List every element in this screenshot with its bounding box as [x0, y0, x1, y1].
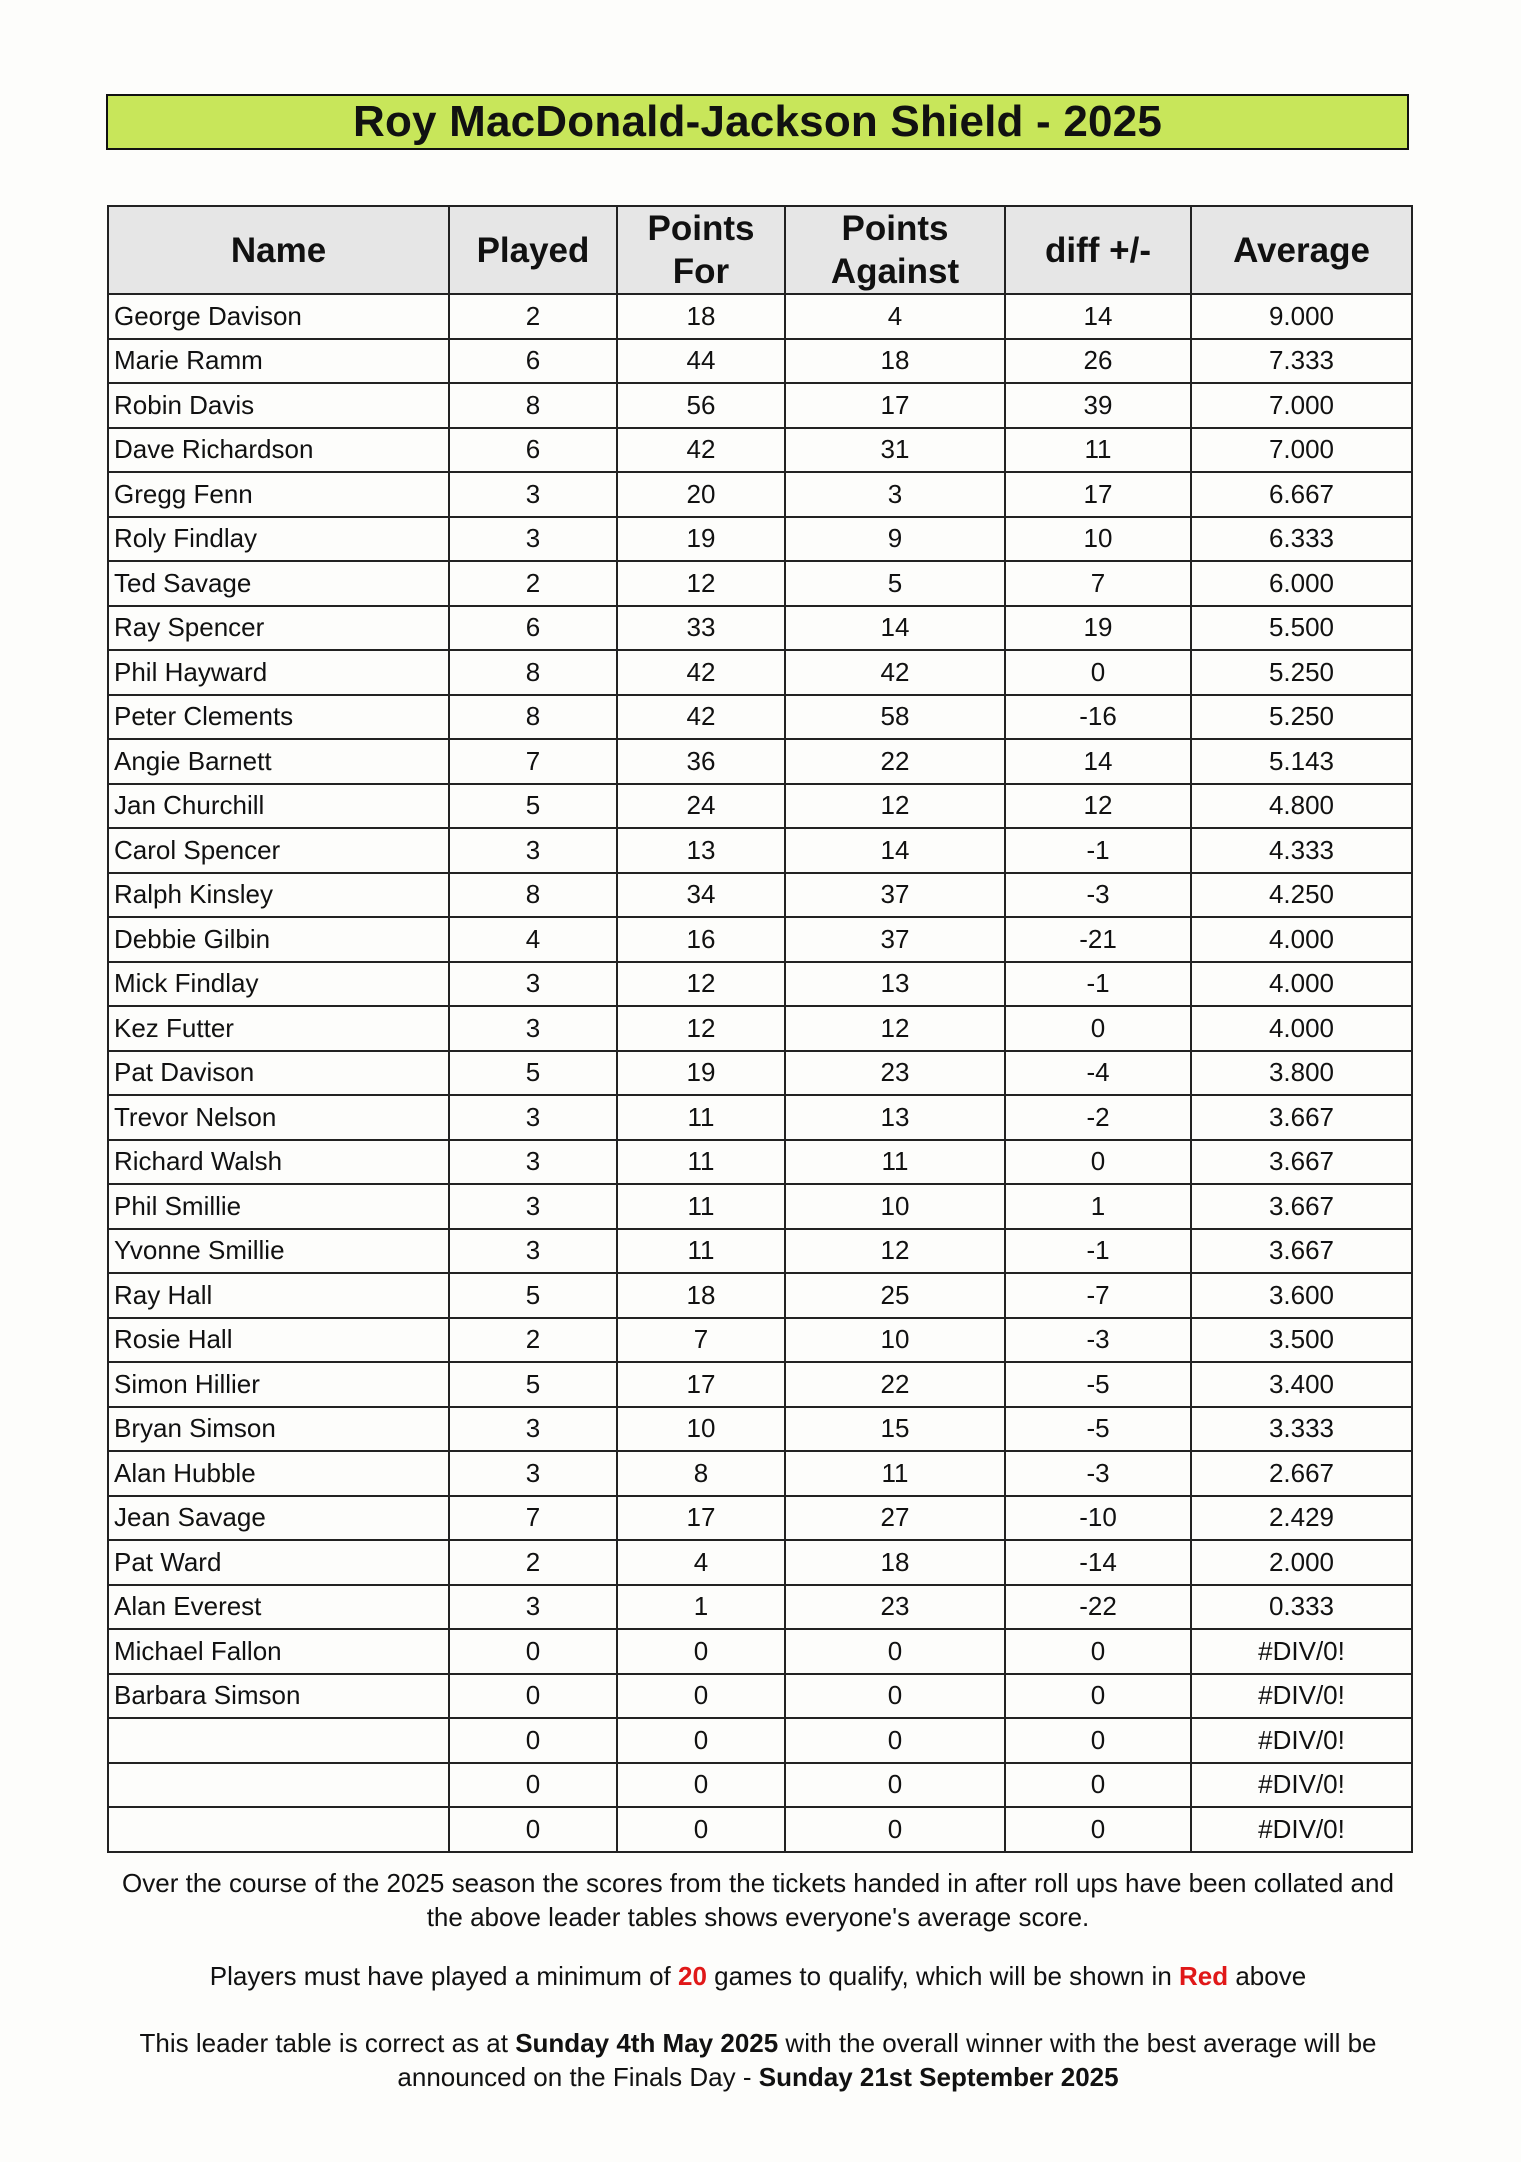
cell-points-for: 0	[617, 1807, 785, 1852]
cell-points-for: 7	[617, 1318, 785, 1363]
cell-name: Dave Richardson	[108, 428, 449, 473]
cell-played: 3	[449, 1407, 617, 1452]
cell-name: Angie Barnett	[108, 739, 449, 784]
cell-average: 2.667	[1191, 1451, 1412, 1496]
cell-points-against: 11	[785, 1140, 1005, 1185]
cell-average: 6.333	[1191, 517, 1412, 562]
cell-name: Robin Davis	[108, 383, 449, 428]
table-row	[108, 1674, 1412, 1719]
cell-average: 3.333	[1191, 1407, 1412, 1452]
cell-played: 8	[449, 695, 617, 740]
cell-points-against: 18	[785, 1540, 1005, 1585]
cell-diff: 1	[1005, 1184, 1191, 1229]
cell-points-against: 22	[785, 1362, 1005, 1407]
cell-name: Debbie Gilbin	[108, 917, 449, 962]
cell-points-for: 42	[617, 650, 785, 695]
cell-diff: -16	[1005, 695, 1191, 740]
cell-played: 2	[449, 1540, 617, 1585]
cell-average: 5.250	[1191, 695, 1412, 740]
header-diff: diff +/-	[1005, 206, 1191, 294]
cell-points-against: 27	[785, 1496, 1005, 1541]
cell-played: 7	[449, 1496, 617, 1541]
cell-points-against: 11	[785, 1451, 1005, 1496]
cell-diff: -2	[1005, 1095, 1191, 1140]
finals-date: Sunday 21st September 2025	[758, 2062, 1119, 2092]
table-row	[108, 339, 1412, 384]
cell-played: 8	[449, 873, 617, 918]
table-row	[108, 517, 1412, 562]
cell-points-for: 44	[617, 339, 785, 384]
table-row	[108, 873, 1412, 918]
cell-average: #DIV/0!	[1191, 1629, 1412, 1674]
cell-played: 3	[449, 962, 617, 1007]
cell-diff: 0	[1005, 650, 1191, 695]
cell-diff: -4	[1005, 1051, 1191, 1096]
page-title: Roy MacDonald-Jackson Shield - 2025	[106, 94, 1409, 150]
cell-points-for: 56	[617, 383, 785, 428]
cell-average: 7.000	[1191, 383, 1412, 428]
cell-name: Alan Everest	[108, 1585, 449, 1630]
table-row	[108, 1451, 1412, 1496]
cell-average: 7.333	[1191, 339, 1412, 384]
cell-points-against: 25	[785, 1273, 1005, 1318]
cell-diff: -3	[1005, 1318, 1191, 1363]
cell-average: 4.000	[1191, 1006, 1412, 1051]
cell-average: 4.250	[1191, 873, 1412, 918]
cell-played: 5	[449, 1051, 617, 1096]
cell-name: Ray Hall	[108, 1273, 449, 1318]
cell-name: Jean Savage	[108, 1496, 449, 1541]
cell-name: Kez Futter	[108, 1006, 449, 1051]
cell-points-against: 31	[785, 428, 1005, 473]
cell-average: 3.500	[1191, 1318, 1412, 1363]
cell-diff: 17	[1005, 472, 1191, 517]
table-header-row	[108, 206, 1412, 294]
cell-points-against: 0	[785, 1763, 1005, 1808]
cell-average: 4.000	[1191, 962, 1412, 1007]
table-row	[108, 1229, 1412, 1274]
cell-points-against: 22	[785, 739, 1005, 784]
cell-average: 4.333	[1191, 828, 1412, 873]
notes	[106, 1866, 1410, 2094]
cell-played: 6	[449, 339, 617, 384]
cell-points-against: 17	[785, 383, 1005, 428]
note-correct-as-at	[106, 2026, 1410, 2094]
cell-average: 6.667	[1191, 472, 1412, 517]
table-row	[108, 1140, 1412, 1185]
table-row	[108, 784, 1412, 829]
cell-name: Trevor Nelson	[108, 1095, 449, 1140]
cell-name: Ralph Kinsley	[108, 873, 449, 918]
cell-points-against: 37	[785, 873, 1005, 918]
cell-name: Pat Ward	[108, 1540, 449, 1585]
cell-diff: 26	[1005, 339, 1191, 384]
table-row	[108, 1273, 1412, 1318]
table-row	[108, 739, 1412, 784]
cell-name: Pat Davison	[108, 1051, 449, 1096]
table-row	[108, 561, 1412, 606]
cell-points-for: 10	[617, 1407, 785, 1452]
note-date-text-a: This leader table is correct as at	[139, 2028, 516, 2058]
cell-average: #DIV/0!	[1191, 1674, 1412, 1719]
cell-points-for: 1	[617, 1585, 785, 1630]
cell-diff: 14	[1005, 739, 1191, 784]
cell-played: 3	[449, 1585, 617, 1630]
cell-points-for: 17	[617, 1496, 785, 1541]
cell-average: 3.667	[1191, 1140, 1412, 1185]
cell-played: 3	[449, 472, 617, 517]
cell-points-against: 0	[785, 1807, 1005, 1852]
cell-played: 6	[449, 606, 617, 651]
cell-played: 3	[449, 1006, 617, 1051]
cell-diff: 12	[1005, 784, 1191, 829]
cell-points-against: 0	[785, 1629, 1005, 1674]
table-row	[108, 1540, 1412, 1585]
cell-diff: -5	[1005, 1362, 1191, 1407]
cell-played: 5	[449, 1273, 617, 1318]
cell-points-against: 23	[785, 1051, 1005, 1096]
cell-average: 2.000	[1191, 1540, 1412, 1585]
cell-points-against: 18	[785, 339, 1005, 384]
cell-diff: -5	[1005, 1407, 1191, 1452]
cell-points-for: 11	[617, 1229, 785, 1274]
leader-table	[107, 205, 1413, 1853]
table-row	[108, 1629, 1412, 1674]
cell-points-for: 33	[617, 606, 785, 651]
cell-average: 4.800	[1191, 784, 1412, 829]
cell-points-against: 4	[785, 294, 1005, 339]
cell-name: Jan Churchill	[108, 784, 449, 829]
note-qualify	[106, 1959, 1410, 1993]
cell-played: 2	[449, 294, 617, 339]
cell-points-for: 42	[617, 695, 785, 740]
cell-average: #DIV/0!	[1191, 1718, 1412, 1763]
cell-points-against: 10	[785, 1184, 1005, 1229]
cell-points-for: 11	[617, 1095, 785, 1140]
table-row	[108, 828, 1412, 873]
cell-name: Peter Clements	[108, 695, 449, 740]
cell-points-for: 11	[617, 1184, 785, 1229]
table-row	[108, 1184, 1412, 1229]
cell-diff: 0	[1005, 1006, 1191, 1051]
cell-played: 3	[449, 1451, 617, 1496]
cell-played: 3	[449, 1095, 617, 1140]
cell-name: Simon Hillier	[108, 1362, 449, 1407]
cell-points-against: 13	[785, 1095, 1005, 1140]
cell-points-against: 15	[785, 1407, 1005, 1452]
cell-average: 3.800	[1191, 1051, 1412, 1096]
cell-name: Ray Spencer	[108, 606, 449, 651]
cell-diff: 0	[1005, 1718, 1191, 1763]
table-row	[108, 472, 1412, 517]
header-name: Name	[108, 206, 449, 294]
cell-points-against: 13	[785, 962, 1005, 1007]
cell-points-against: 0	[785, 1674, 1005, 1719]
cell-played: 3	[449, 828, 617, 873]
cell-diff: -14	[1005, 1540, 1191, 1585]
cell-name	[108, 1763, 449, 1808]
table-row	[108, 1006, 1412, 1051]
table-row	[108, 1718, 1412, 1763]
cell-name: Ted Savage	[108, 561, 449, 606]
cell-diff: -10	[1005, 1496, 1191, 1541]
cell-played: 8	[449, 383, 617, 428]
table-row	[108, 1318, 1412, 1363]
cell-played: 5	[449, 784, 617, 829]
note-season: Over the course of the 2025 season the scores from the tickets handed in after roll ups have been collated and the above leader tables shows everyone's average score.	[122, 1868, 1394, 1932]
cell-name: Phil Hayward	[108, 650, 449, 695]
cell-points-against: 37	[785, 917, 1005, 962]
cell-played: 3	[449, 1229, 617, 1274]
cell-diff: -1	[1005, 962, 1191, 1007]
cell-diff: -1	[1005, 1229, 1191, 1274]
cell-points-against: 12	[785, 1229, 1005, 1274]
cell-points-against: 5	[785, 561, 1005, 606]
table-row	[108, 650, 1412, 695]
header-average: Average	[1191, 206, 1412, 294]
cell-played: 3	[449, 1184, 617, 1229]
cell-points-for: 17	[617, 1362, 785, 1407]
cell-played: 3	[449, 1140, 617, 1185]
cell-points-for: 24	[617, 784, 785, 829]
header-points-for: Points For	[617, 206, 785, 294]
cell-played: 0	[449, 1763, 617, 1808]
cell-points-against: 3	[785, 472, 1005, 517]
cell-diff: -3	[1005, 873, 1191, 918]
cell-points-for: 18	[617, 1273, 785, 1318]
cell-name: Marie Ramm	[108, 339, 449, 384]
cell-played: 6	[449, 428, 617, 473]
cell-played: 7	[449, 739, 617, 784]
cell-diff: -1	[1005, 828, 1191, 873]
note-qualify-text-b: games to qualify, which will be shown in	[706, 1961, 1179, 1991]
cell-points-against: 14	[785, 606, 1005, 651]
cell-played: 0	[449, 1718, 617, 1763]
cell-points-against: 12	[785, 784, 1005, 829]
cell-average: 3.667	[1191, 1095, 1412, 1140]
cell-points-for: 11	[617, 1140, 785, 1185]
cell-points-for: 12	[617, 962, 785, 1007]
cell-points-for: 12	[617, 561, 785, 606]
cell-points-for: 13	[617, 828, 785, 873]
cell-average: 3.600	[1191, 1273, 1412, 1318]
table-row	[108, 294, 1412, 339]
table-row	[108, 606, 1412, 651]
cell-average: 9.000	[1191, 294, 1412, 339]
cell-diff: 11	[1005, 428, 1191, 473]
cell-points-for: 0	[617, 1674, 785, 1719]
table-row	[108, 428, 1412, 473]
cell-diff: 39	[1005, 383, 1191, 428]
cell-points-for: 4	[617, 1540, 785, 1585]
cell-name: Mick Findlay	[108, 962, 449, 1007]
cell-played: 2	[449, 561, 617, 606]
cell-played: 0	[449, 1674, 617, 1719]
table-row	[108, 1095, 1412, 1140]
cell-diff: -21	[1005, 917, 1191, 962]
cell-name	[108, 1718, 449, 1763]
table-row	[108, 1807, 1412, 1852]
note-qualify-text-a: Players must have played a minimum of	[209, 1961, 678, 1991]
cell-average: 6.000	[1191, 561, 1412, 606]
table-row	[108, 1051, 1412, 1096]
cell-diff: -22	[1005, 1585, 1191, 1630]
cell-points-for: 19	[617, 517, 785, 562]
cell-points-for: 19	[617, 1051, 785, 1096]
cell-average: 3.667	[1191, 1184, 1412, 1229]
cell-points-against: 42	[785, 650, 1005, 695]
cell-diff: 0	[1005, 1763, 1191, 1808]
cell-name: Phil Smillie	[108, 1184, 449, 1229]
table-row	[108, 695, 1412, 740]
cell-average: #DIV/0!	[1191, 1763, 1412, 1808]
cell-played: 0	[449, 1807, 617, 1852]
cell-average: 7.000	[1191, 428, 1412, 473]
table-row	[108, 917, 1412, 962]
cell-points-for: 0	[617, 1629, 785, 1674]
cell-points-for: 18	[617, 294, 785, 339]
cell-name: Yvonne Smillie	[108, 1229, 449, 1274]
cell-name	[108, 1807, 449, 1852]
table-row	[108, 1763, 1412, 1808]
cell-diff: 0	[1005, 1629, 1191, 1674]
cell-diff: 10	[1005, 517, 1191, 562]
header-points-against: Points Against	[785, 206, 1005, 294]
cell-points-against: 12	[785, 1006, 1005, 1051]
cell-diff: -3	[1005, 1451, 1191, 1496]
cell-diff: 14	[1005, 294, 1191, 339]
cell-average: 0.333	[1191, 1585, 1412, 1630]
cell-average: 2.429	[1191, 1496, 1412, 1541]
cell-points-for: 36	[617, 739, 785, 784]
table-row	[108, 1407, 1412, 1452]
cell-played: 4	[449, 917, 617, 962]
cell-average: 5.250	[1191, 650, 1412, 695]
cell-points-for: 42	[617, 428, 785, 473]
cell-average: 3.667	[1191, 1229, 1412, 1274]
cell-name: Rosie Hall	[108, 1318, 449, 1363]
cell-points-against: 0	[785, 1718, 1005, 1763]
red-label: Red	[1179, 1961, 1229, 1991]
cell-diff: -7	[1005, 1273, 1191, 1318]
note-date-text-b: with the overall winner with the best average will be announced on the Finals Day -	[397, 2028, 1377, 2092]
cell-average: #DIV/0!	[1191, 1807, 1412, 1852]
minimum-games-value: 20	[678, 1961, 707, 1991]
cell-diff: 7	[1005, 561, 1191, 606]
cell-diff: 0	[1005, 1674, 1191, 1719]
cell-name: George Davison	[108, 294, 449, 339]
cell-name: Richard Walsh	[108, 1140, 449, 1185]
header-played: Played	[449, 206, 617, 294]
cell-name: Gregg Fenn	[108, 472, 449, 517]
cell-average: 5.143	[1191, 739, 1412, 784]
cell-average: 5.500	[1191, 606, 1412, 651]
table-body	[108, 294, 1412, 1852]
cell-points-against: 23	[785, 1585, 1005, 1630]
table-row	[108, 1585, 1412, 1630]
cell-diff: 0	[1005, 1140, 1191, 1185]
table-row	[108, 1496, 1412, 1541]
cell-played: 5	[449, 1362, 617, 1407]
cell-name: Barbara Simson	[108, 1674, 449, 1719]
cell-points-for: 0	[617, 1763, 785, 1808]
cell-points-for: 8	[617, 1451, 785, 1496]
current-date: Sunday 4th May 2025	[515, 2028, 779, 2058]
cell-points-for: 16	[617, 917, 785, 962]
table-row	[108, 383, 1412, 428]
cell-name: Alan Hubble	[108, 1451, 449, 1496]
cell-diff: 19	[1005, 606, 1191, 651]
cell-diff: 0	[1005, 1807, 1191, 1852]
cell-points-against: 58	[785, 695, 1005, 740]
cell-played: 0	[449, 1629, 617, 1674]
cell-points-for: 20	[617, 472, 785, 517]
cell-average: 3.400	[1191, 1362, 1412, 1407]
note-qualify-text-c: above	[1228, 1961, 1307, 1991]
cell-points-against: 9	[785, 517, 1005, 562]
table-row	[108, 1362, 1412, 1407]
cell-name: Roly Findlay	[108, 517, 449, 562]
cell-points-for: 0	[617, 1718, 785, 1763]
cell-played: 3	[449, 517, 617, 562]
cell-points-against: 14	[785, 828, 1005, 873]
cell-name: Carol Spencer	[108, 828, 449, 873]
cell-points-for: 12	[617, 1006, 785, 1051]
table-row	[108, 962, 1412, 1007]
cell-name: Bryan Simson	[108, 1407, 449, 1452]
cell-name: Michael Fallon	[108, 1629, 449, 1674]
cell-points-for: 34	[617, 873, 785, 918]
cell-played: 8	[449, 650, 617, 695]
cell-played: 2	[449, 1318, 617, 1363]
cell-points-against: 10	[785, 1318, 1005, 1363]
cell-average: 4.000	[1191, 917, 1412, 962]
